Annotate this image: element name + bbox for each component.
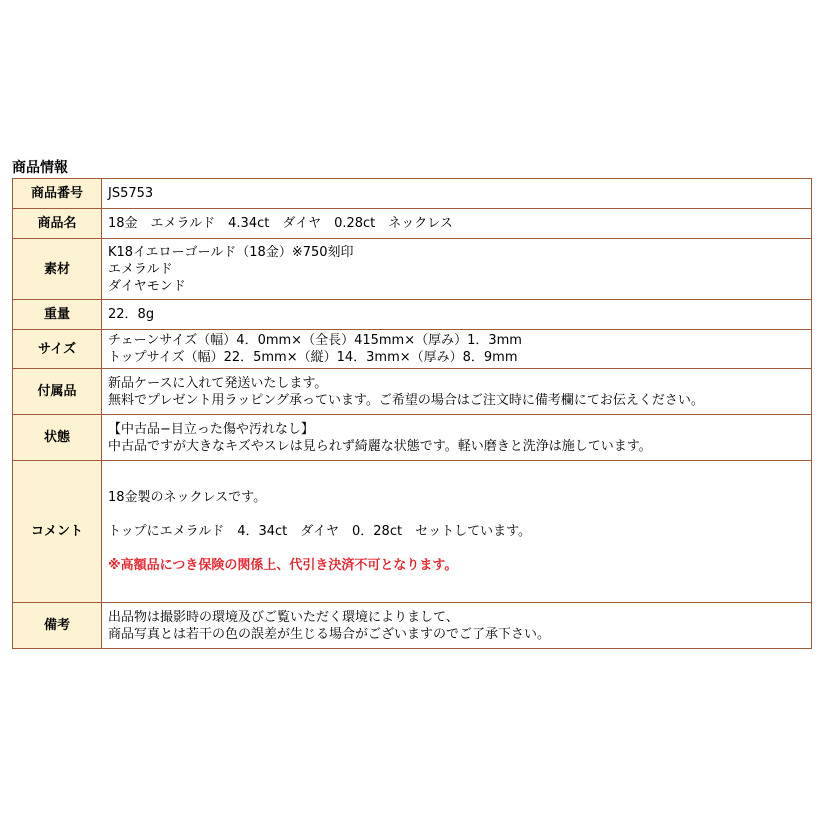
material-line: K18イエローゴールド（18金）※750刻印 (108, 244, 354, 260)
row-comment (13, 461, 812, 603)
label-comment: コメント (13, 461, 102, 603)
label-size: サイズ (13, 330, 102, 369)
comment-spacer (108, 506, 811, 523)
label-material: 素材 (13, 239, 102, 300)
value-condition (102, 415, 812, 461)
condition-line: 【中古品−目立った傷や汚れなし】 (108, 421, 314, 437)
label-product-id: 商品番号 (13, 179, 102, 209)
value-product-name: 18金 エメラルド 4.34ct ダイヤ 0.28ct ネックレス (102, 209, 812, 239)
accessories-line: 無料でプレゼント用ラッピング承っています。ご希望の場合はご注文時に備考欄にてお伝えください。 (108, 392, 704, 408)
comment-warning: ※高額品につき保険の関係上、代引き決済不可となります。 (108, 558, 458, 573)
label-product-name: 商品名 (13, 209, 102, 239)
value-notes (102, 603, 812, 649)
value-product-id: JS5753 (102, 179, 812, 209)
row-size (13, 330, 812, 369)
material-line: エメラルド (108, 261, 173, 277)
notes-line: 商品写真とは若干の色の誤差が生じる場合がございますのでご了承下さい。 (108, 626, 551, 642)
condition-line: 中古品ですが大きなキズやスレは見られず綺麗な状態です。軽い磨きと洗浄は施しています。 (108, 438, 652, 454)
accessories-line: 新品ケースに入れて発送いたします。 (108, 375, 328, 391)
notes-line: 出品物は撮影時の環境及びご覧いただく環境によりまして、 (108, 609, 459, 625)
section-title: 商品情報 (12, 160, 68, 176)
value-size (102, 330, 812, 369)
comment-line: トップにエメラルド 4．34ct ダイヤ 0．28ct セットしています。 (108, 524, 532, 539)
value-material (102, 239, 812, 300)
row-condition (13, 415, 812, 461)
size-line: トップサイズ（幅）22．5mm×（縦）14．3mm×（厚み）8．9mm (108, 350, 518, 365)
row-accessories (13, 369, 812, 415)
row-notes (13, 603, 812, 649)
comment-line: 18金製のネックレスです。 (108, 490, 267, 505)
material-line: ダイヤモンド (108, 278, 186, 294)
label-condition: 状態 (13, 415, 102, 461)
label-accessories: 付属品 (13, 369, 102, 415)
size-line: チェーンサイズ（幅）4．0mm×（全長）415mm×（厚み）1．3mm (108, 333, 522, 348)
row-material (13, 239, 812, 300)
value-comment (102, 461, 812, 603)
value-weight: 22．8g (102, 300, 812, 330)
row-weight (13, 300, 812, 330)
label-notes: 備考 (13, 603, 102, 649)
label-weight: 重量 (13, 300, 102, 330)
value-accessories (102, 369, 812, 415)
row-product-name (13, 209, 812, 239)
product-info-table (12, 178, 812, 649)
row-product-id (13, 179, 812, 209)
comment-spacer (108, 540, 811, 557)
